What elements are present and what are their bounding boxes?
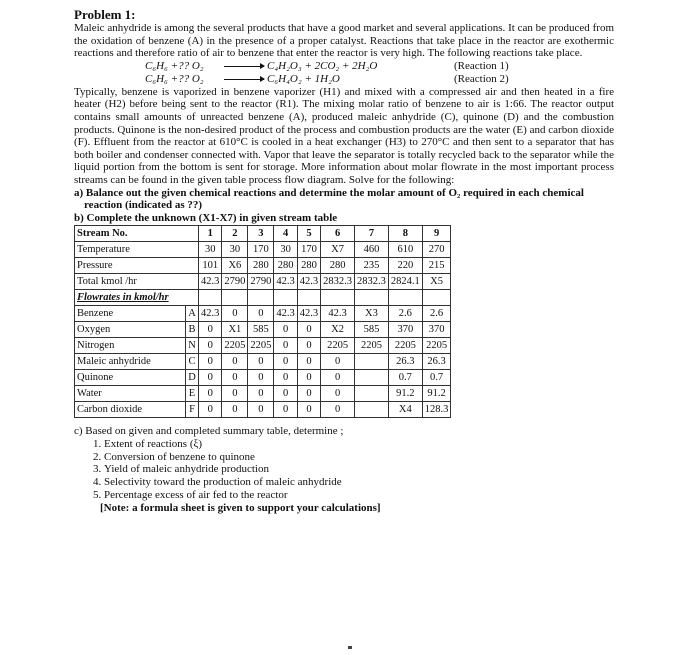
- reaction-2-rhs: C₆H₄O₂ + 1H₂O: [267, 72, 340, 85]
- table-cell: 280: [248, 258, 274, 274]
- table-cell: 0: [222, 354, 248, 370]
- reaction-1-rhs: C₄H₂O₃ + 2CO₂ + 2H₂O: [267, 59, 378, 72]
- component-label: Maleic anhydride: [75, 354, 186, 370]
- table-cell: 370: [422, 322, 451, 338]
- table-header-label: Stream No.: [75, 226, 199, 242]
- table-cell: 0: [274, 402, 297, 418]
- table-cell: X4: [388, 402, 422, 418]
- component-label: Oxygen: [75, 322, 186, 338]
- question-c-item: 4. Selectivity toward the production of maleic anhydride: [104, 476, 614, 489]
- table-cell: 2205: [388, 338, 422, 354]
- table-cell: 0: [199, 370, 222, 386]
- table-row: [75, 370, 451, 386]
- table-cell: [297, 290, 320, 306]
- table-cell: 0: [199, 354, 222, 370]
- table-cell: 0: [297, 402, 320, 418]
- table-cell: 30: [274, 242, 297, 258]
- table-cell: 0.7: [422, 370, 451, 386]
- table-cell: 220: [388, 258, 422, 274]
- component-letter: D: [186, 370, 199, 386]
- table-cell: 0: [297, 338, 320, 354]
- table-cell: [388, 290, 422, 306]
- problem-document: [74, 7, 614, 515]
- stream-number: 2: [222, 226, 248, 242]
- table-cell: 42.3: [274, 274, 297, 290]
- table-row: [75, 354, 451, 370]
- table-cell: [355, 402, 389, 418]
- table-cell: 280: [274, 258, 297, 274]
- question-b-text: b) Complete the unknown (X1-X7) in given stream table: [74, 211, 338, 224]
- reaction-1-tag: (Reaction 1): [454, 59, 509, 72]
- stream-number: 6: [321, 226, 355, 242]
- table-cell: 585: [248, 322, 274, 338]
- table-cell: 0: [297, 386, 320, 402]
- table-cell: 2.6: [388, 306, 422, 322]
- table-cell: 42.3: [297, 306, 320, 322]
- table-cell: X1: [222, 322, 248, 338]
- table-cell: 0: [274, 370, 297, 386]
- table-cell: 2832.3: [355, 274, 389, 290]
- table-cell: X5: [422, 274, 451, 290]
- question-c-text: c) Based on given and completed summary table, determine ;: [74, 425, 344, 438]
- reaction-arrow-icon: [224, 66, 264, 67]
- table-cell: 2824.1: [388, 274, 422, 290]
- table-cell: 460: [355, 242, 389, 258]
- question-c-item: 1. Extent of reactions (ξ): [104, 438, 614, 451]
- stream-number: 3: [248, 226, 274, 242]
- question-b: [74, 212, 614, 225]
- table-cell: [422, 290, 451, 306]
- reaction-2-lhs: C₆H₆ +?? O₂: [145, 72, 204, 85]
- question-c-item: 3. Yield of maleic anhydride production: [104, 463, 614, 476]
- intro-paragraph: Maleic anhydride is among the several products that have a good market and several applications. It can be produced from the oxidation of benzene (A) in the presence of a proper catalyst. Reactions that take place in the reactor are exothermic reactions and therefore ratio of air to benzene that enter the reactor is very high. The following reactions take place.: [74, 22, 614, 60]
- table-cell: 0: [274, 354, 297, 370]
- table-cell: X7: [321, 242, 355, 258]
- component-letter: N: [186, 338, 199, 354]
- table-cell: [355, 386, 389, 402]
- table-cell: 170: [297, 242, 320, 258]
- table-cell: 585: [355, 322, 389, 338]
- table-cell: 26.3: [388, 354, 422, 370]
- stray-mark: [348, 646, 352, 649]
- table-cell: 26.3: [422, 354, 451, 370]
- table-cell: 0: [321, 370, 355, 386]
- row-label: Pressure: [75, 258, 199, 274]
- table-cell: 0: [248, 354, 274, 370]
- question-a: [74, 187, 614, 212]
- table-cell: 42.3: [199, 306, 222, 322]
- table-cell: 0: [297, 370, 320, 386]
- table-row: [75, 338, 451, 354]
- question-a-text: a) Balance out the given chemical reactions and determine the molar amount of O₂ required in each chemical reaction (indicated as ??): [74, 186, 584, 212]
- table-cell: 0: [222, 306, 248, 322]
- table-row: [75, 322, 451, 338]
- table-cell: [355, 290, 389, 306]
- table-cell: 2.6: [422, 306, 451, 322]
- component-letter: E: [186, 386, 199, 402]
- table-cell: 280: [321, 258, 355, 274]
- table-cell: 0: [297, 354, 320, 370]
- table-cell: 2205: [422, 338, 451, 354]
- description-paragraph: Typically, benzene is vaporized in benzene vaporizer (H1) and mixed with a compressed air and then heated in a fire heater (H2) before being sent to the reactor (R1). The mixing molar ratio of benzene to air is 1:66. The reactor output contains small amounts of unreacted benzene (A), produced maleic anhydride (C), quinone (D) and the combustion products. Quinone is the non-desired product of the process and combustion products are the water (E) and carbon dioxide (F). Effluent from the reactor at 610°C is cooled in a heat exchanger (H3) to 270°C and then sent to a separator that has both boiler and condenser connected with. Vapor that leave the separator is totally recycled back to the separator while the liquid portion from the bottom is sent for storage. More information about molar flowrate in the most important process streams can be found in the given table process flow diagram. Solve for the following:: [74, 85, 614, 186]
- table-cell: [199, 290, 222, 306]
- table-cell: 42.3: [297, 274, 320, 290]
- table-row: [75, 258, 451, 274]
- table-cell: 101: [199, 258, 222, 274]
- table-cell: 2790: [248, 274, 274, 290]
- flowrates-row: [75, 290, 451, 306]
- table-cell: 0: [321, 386, 355, 402]
- table-cell: 30: [222, 242, 248, 258]
- table-cell: 370: [388, 322, 422, 338]
- table-cell: 2205: [321, 338, 355, 354]
- stream-number: 1: [199, 226, 222, 242]
- table-cell: 2205: [222, 338, 248, 354]
- table-cell: 0: [222, 370, 248, 386]
- question-c: [74, 425, 614, 515]
- question-c-list: [74, 438, 614, 502]
- table-cell: 0: [297, 322, 320, 338]
- component-label: Quinone: [75, 370, 186, 386]
- table-cell: 0: [274, 386, 297, 402]
- table-cell: 215: [422, 258, 451, 274]
- table-cell: 0: [248, 370, 274, 386]
- table-cell: X2: [321, 322, 355, 338]
- table-cell: 30: [199, 242, 222, 258]
- row-label: Temperature: [75, 242, 199, 258]
- table-cell: 0: [199, 338, 222, 354]
- table-cell: 0: [199, 322, 222, 338]
- table-cell: 0: [199, 386, 222, 402]
- table-cell: X6: [222, 258, 248, 274]
- table-cell: 0: [222, 402, 248, 418]
- reaction-1-lhs: C₆H₆ +?? O₂: [145, 59, 204, 72]
- stream-number: 9: [422, 226, 451, 242]
- table-cell: [321, 290, 355, 306]
- table-row: [75, 242, 451, 258]
- table-cell: 0: [248, 402, 274, 418]
- stream-table: [74, 225, 451, 418]
- formula-note: [Note: a formula sheet is given to support your calculations]: [100, 501, 381, 514]
- table-cell: 0: [321, 402, 355, 418]
- table-cell: 610: [388, 242, 422, 258]
- component-letter: B: [186, 322, 199, 338]
- table-cell: 128.3: [422, 402, 451, 418]
- table-cell: 270: [422, 242, 451, 258]
- table-cell: 2205: [248, 338, 274, 354]
- table-cell: 2790: [222, 274, 248, 290]
- table-cell: [274, 290, 297, 306]
- component-label: Nitrogen: [75, 338, 186, 354]
- table-cell: [355, 370, 389, 386]
- table-cell: 91.2: [422, 386, 451, 402]
- table-cell: 2205: [355, 338, 389, 354]
- table-row: [75, 402, 451, 418]
- stream-number: 4: [274, 226, 297, 242]
- table-cell: 235: [355, 258, 389, 274]
- component-label: Benzene: [75, 306, 186, 322]
- component-label: Water: [75, 386, 186, 402]
- table-cell: 280: [297, 258, 320, 274]
- reaction-1: [74, 60, 614, 73]
- table-cell: 0: [274, 338, 297, 354]
- table-cell: 2832.3: [321, 274, 355, 290]
- table-cell: 0: [321, 354, 355, 370]
- component-letter: F: [186, 402, 199, 418]
- table-cell: 170: [248, 242, 274, 258]
- table-cell: 0: [274, 322, 297, 338]
- table-cell: X3: [355, 306, 389, 322]
- reaction-arrow-icon: [224, 79, 264, 80]
- table-cell: 0.7: [388, 370, 422, 386]
- table-row: [75, 306, 451, 322]
- stream-number: 8: [388, 226, 422, 242]
- stream-number: 7: [355, 226, 389, 242]
- stream-number: 5: [297, 226, 320, 242]
- component-letter: C: [186, 354, 199, 370]
- table-cell: [248, 290, 274, 306]
- table-cell: 0: [248, 386, 274, 402]
- table-cell: 0: [199, 402, 222, 418]
- table-row: [75, 274, 451, 290]
- table-header-row: [75, 226, 451, 242]
- table-row: [75, 386, 451, 402]
- table-cell: 42.3: [274, 306, 297, 322]
- table-cell: 0: [222, 386, 248, 402]
- reaction-2-tag: (Reaction 2): [454, 72, 509, 85]
- flowrates-label: Flowrates in kmol/hr: [75, 290, 199, 306]
- table-cell: 91.2: [388, 386, 422, 402]
- question-c-item: 2. Conversion of benzene to quinone: [104, 451, 614, 464]
- component-letter: A: [186, 306, 199, 322]
- table-cell: 0: [248, 306, 274, 322]
- question-c-item: 5. Percentage excess of air fed to the reactor: [104, 489, 614, 502]
- table-cell: 42.3: [199, 274, 222, 290]
- problem-title: Problem 1:: [74, 7, 136, 22]
- table-cell: [355, 354, 389, 370]
- table-cell: [222, 290, 248, 306]
- row-label: Total kmol /hr: [75, 274, 199, 290]
- reaction-2: [74, 73, 614, 86]
- table-cell: 42.3: [321, 306, 355, 322]
- component-label: Carbon dioxide: [75, 402, 186, 418]
